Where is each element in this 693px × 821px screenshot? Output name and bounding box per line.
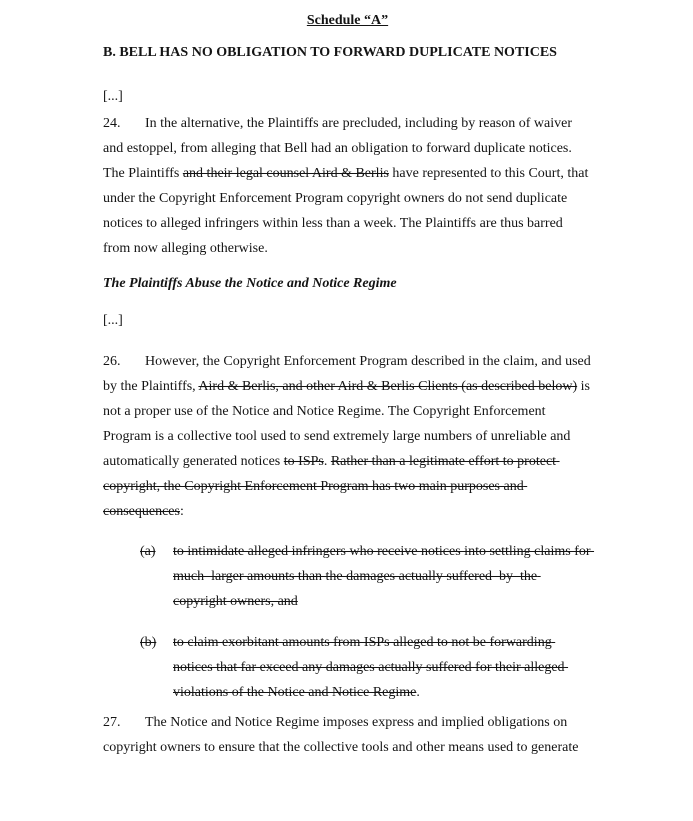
paragraph-number: 26. <box>103 354 121 369</box>
paragraph-24 <box>103 111 592 261</box>
text-run: The Notice and Notice Regime imposes express and implied obligations on copyright owners to ensure that the collective tools and other means used to generate <box>103 715 579 755</box>
text-run: . <box>416 685 420 700</box>
text-run: In the alternative, the Plaintiffs are precluded, including by reason of waiver and estoppel, from alleging that Bell had an obligation to forward duplicate notices. The Plaintiffs <box>103 116 576 181</box>
omission-marker: [...] <box>103 89 123 104</box>
struck-text-run: Aird & Berlis, and other Aird & Berlis Clients (as described below) <box>198 379 578 394</box>
list-item-label: (a) <box>140 544 156 559</box>
paragraph-text <box>103 715 578 755</box>
struck-text-run: to ISPs <box>283 454 324 469</box>
paragraph-26 <box>103 349 595 524</box>
schedule-title-text: Schedule “A” <box>306 13 389 28</box>
text-run: . <box>323 454 331 469</box>
paragraph-text <box>103 116 592 256</box>
section-heading: B. BELL HAS NO OBLIGATION TO FORWARD DUPLICATE NOTICES <box>103 45 557 60</box>
text-run: have represented to this Court, that under the Copyright Enforcement Program copyright owners do not send duplicate notices to alleged infringers within less than a week. The Plaintiffs are thus barred from now alleging otherwise. <box>103 166 592 256</box>
paragraph-text <box>103 354 594 519</box>
paragraph-number: 27. <box>103 715 121 730</box>
omission-marker: [...] <box>103 313 123 328</box>
struck-text-run: to intimidate alleged infringers who receive notices into settling claims for much larger amounts than the damages actually suffered by the copyright owners, and <box>173 544 595 609</box>
text-run: is not a proper use of the Notice and Notice Regime. The Copyright Enforcement Program is a collective tool used to send extremely large numbers of unreliable and automatically generated notices <box>103 379 594 469</box>
struck-text-run: Rather than a legitimate effort to protect copyright, the Copyright Enforcement Program has two main purposes and consequences <box>103 454 560 519</box>
text-run: : <box>179 504 184 519</box>
struck-text-run: to claim exorbitant amounts from ISPs alleged to not be forwarding notices that far exceed any damages actually suffered for their alleged violations of the Notice and Notice Regime <box>173 635 569 700</box>
schedule-title <box>103 8 592 33</box>
list-item-a <box>140 539 595 614</box>
struck-text-run: and their legal counsel Aird & Berlis <box>182 166 389 181</box>
paragraph-27 <box>103 710 592 760</box>
text-run: However, the Copyright Enforcement Program described in the claim, and used by the Plaintiffs, <box>103 354 595 394</box>
list-item-b <box>140 630 592 705</box>
subheading: The Plaintiffs Abuse the Notice and Notice Regime <box>103 276 397 291</box>
list-item-text <box>173 539 595 614</box>
list-item-text <box>173 630 592 705</box>
list-item-label: (b) <box>140 635 157 650</box>
document-content <box>103 0 595 760</box>
paragraph-number: 24. <box>103 116 121 131</box>
